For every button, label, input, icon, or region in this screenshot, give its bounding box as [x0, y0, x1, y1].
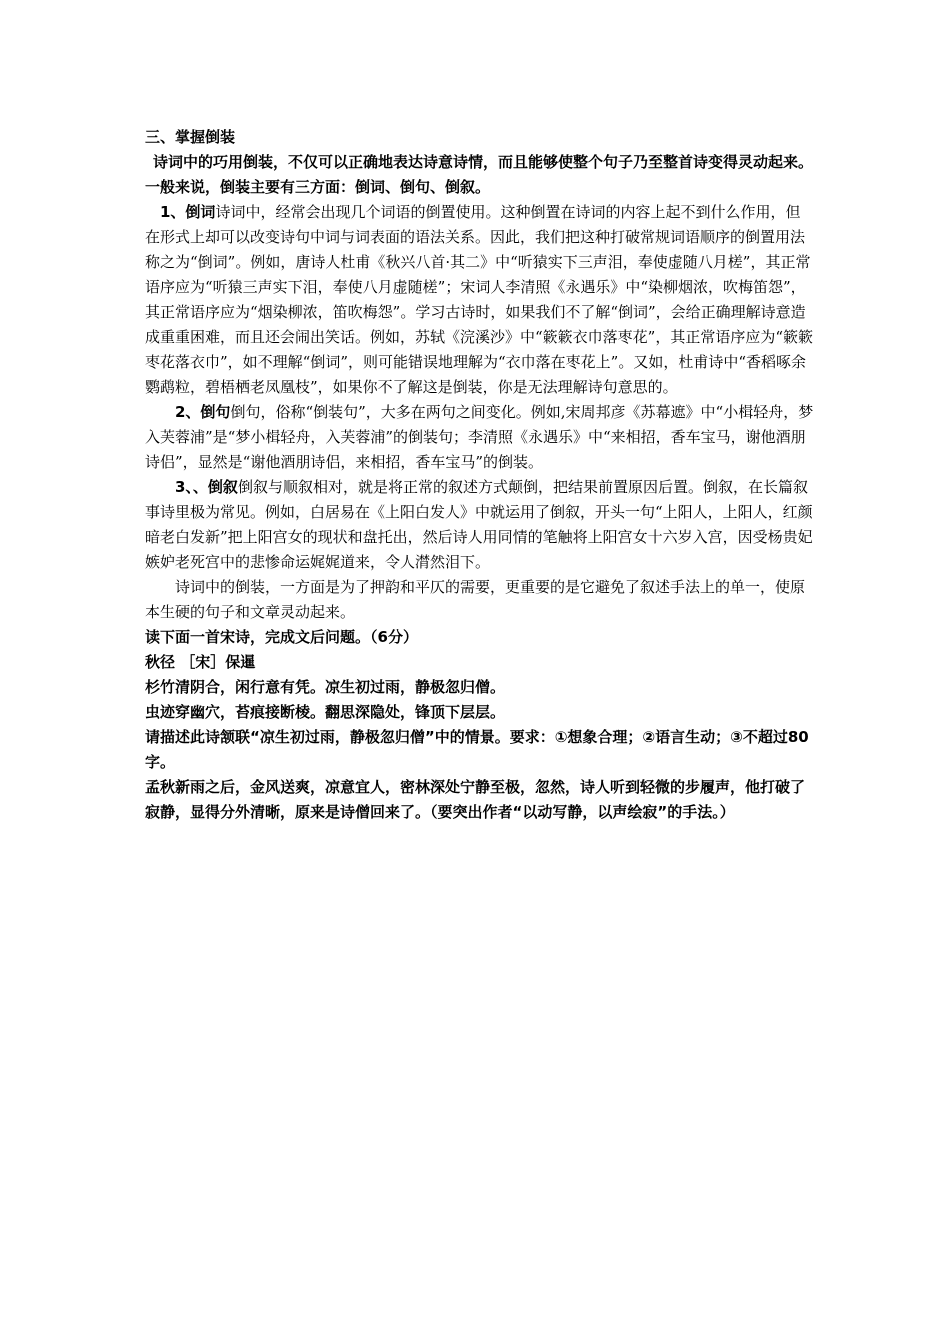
poem-title: 秋径 ［宋］保暹 — [145, 653, 256, 671]
item1-label: 1、倒词 — [160, 203, 216, 221]
item2-text: 倒句，俗称“倒装句”，大多在两句之间变化。例如,宋周邦彦《苏幕遮》中“小楫轻舟，梦入芙蓉浦”是“梦小楫轻舟，入芙蓉浦”的倒装句；李清照《永遇乐》中“来相招，香车宝马，谢他酒朋诗侣”，显然是“谢他酒朋诗侣，来相招，香车宝马”的倒装。 — [145, 403, 814, 471]
paragraph-inverted-sentences — [145, 400, 815, 475]
poem-line-1: 杉竹清阴合，闲行意有凭。凉生初过雨，静极忽归僧。 — [145, 678, 506, 696]
item3-label: 3、、倒叙 — [175, 478, 238, 496]
document-body — [145, 125, 815, 825]
paragraph-inverted-words — [145, 200, 815, 400]
item2-label: 2、倒句 — [175, 403, 231, 421]
exercise-prompt: 读下面一首宋诗，完成文后问题。（6分） — [145, 628, 418, 646]
exercise-answer: 孟秋新雨之后，金风送爽，凉意宜人，密林深处宁静至极，忽然，诗人听到轻微的步履声，他打破了寂静，显得分外清晰，原来是诗僧回来了。（要突出作者“以动写静，以声绘寂”的手法。） — [145, 778, 806, 821]
exercise-question: 请描述此诗颔联“凉生初过雨，静极忽归僧”中的情景。要求：①想象合理；②语言生动；③不超过80字。 — [145, 728, 809, 771]
item1-text: 诗词中，经常会出现几个词语的倒置使用。这种倒置在诗词的内容上起不到什么作用，但在形式上却可以改变诗句中词与词表面的语法关系。因此，我们把这种打破常规词语顺序的倒置用法称之为“倒词”。例如，唐诗人杜甫《秋兴八首·其二》中“听猿实下三声泪，奉使虚随八月槎”，其正常语序应为“听猿三声实下泪，奉使八月虚随槎”；宋词人李清照《永遇乐》中“染柳烟浓，吹梅笛怨”，其正常语序应为“烟染柳浓，笛吹梅怨”。学习古诗时，如果我们不了解“倒词”，会给正确理解诗意造成重重困难，而且还会闹出笑话。例如，苏轼《浣溪沙》中“簌簌衣巾落枣花”，其正常语序应为“簌簌枣花落衣巾”，如不理解“倒词”，则可能错误地理解为“衣巾落在枣花上”。又如，杜甫诗中“香稻啄余鹦鹉粒，碧梧栖老凤凰枝”，如果你不了解这是倒装，你是无法理解诗句意思的。 — [145, 203, 814, 396]
item3-text: 倒叙与顺叙相对，就是将正常的叙述方式颠倒，把结果前置原因后置。倒叙，在长篇叙事诗里极为常见。例如，白居易在《上阳白发人》中就运用了倒叙，开头一句“上阳人，上阳人，红颜暗老白发新”把上阳宫女的现状和盘托出，然后诗人用同情的笔触将上阳宫女十六岁入宫，因受杨贵妃嫉妒老死宫中的悲惨命运娓娓道来，令人潸然泪下。 — [145, 478, 813, 571]
poem-line-2: 虫迹穿幽穴，苔痕接断棱。翻思深隐处，锋顶下层层。 — [145, 703, 506, 721]
paragraph-flashback — [145, 475, 815, 575]
summary-paragraph: 诗词中的倒装，一方面是为了押韵和平仄的需要，更重要的是它避免了叙述手法上的单一，使原本生硬的句子和文章灵动起来。 — [145, 578, 806, 621]
intro-paragraph: 诗词中的巧用倒装，不仅可以正确地表达诗意诗情，而且能够使整个句子乃至整首诗变得灵动起来。一般来说，倒装主要有三方面：倒词、倒句、倒叙。 — [145, 153, 814, 196]
section-title: 三、掌握倒装 — [145, 128, 236, 146]
